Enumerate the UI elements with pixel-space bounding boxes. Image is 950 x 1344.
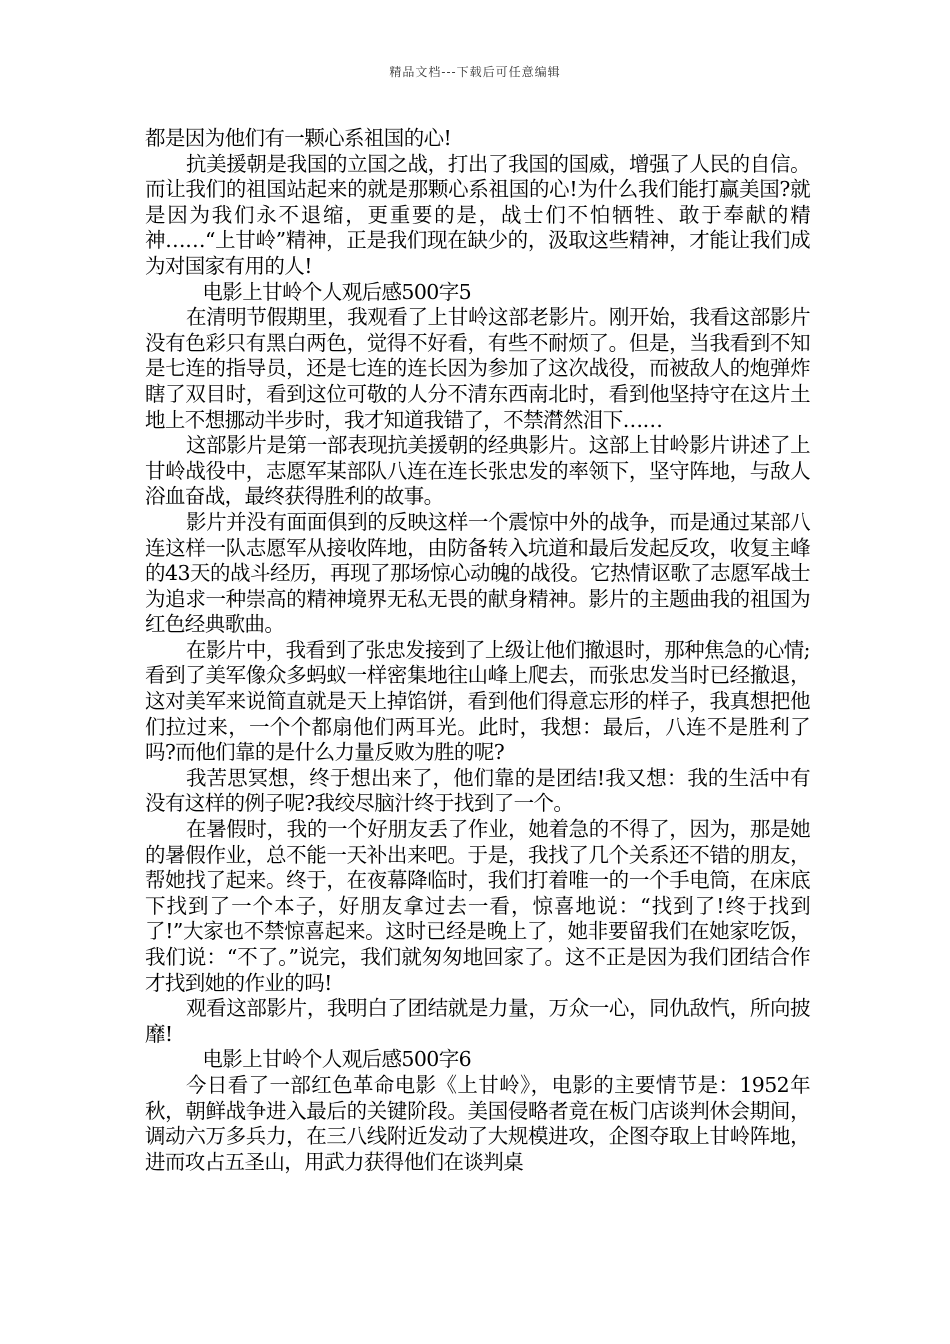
paragraph: 抗美援朝是我国的立国之战，打出了我国的国威，增强了人民的自信。而让我们的祖国站起来的就是那颗心系祖国的心!为什么我们能打赢美国?就是因为我们永不退缩，更重要的是，战士们不怕牺牲、敢于奉献的精神……“上甘岭”精神，正是我们现在缺少的，汲取这些精神，才能让我们成为对国家有用的人! bbox=[145, 151, 810, 278]
paragraph: 在暑假时，我的一个好朋友丢了作业，她着急的不得了，因为，那是她的暑假作业，总不能一天补出来吧。于是，我找了几个关系还不错的朋友，帮她找了起来。终于，在夜幕降临时，我们打着唯一的一个手电筒，在床底下找到了一个本子，好朋友拿过去一看，惊喜地说：“找到了!终于找到了!”大家也不禁惊喜起来。这时已经是晚上了，她非要留我们在她家吃饭，我们说：“不了。”说完，我们就匆匆地回家了。这不正是因为我们团结合作才找到她的作业的吗! bbox=[145, 817, 810, 995]
paragraph: 在影片中，我看到了张忠发接到了上级让他们撤退时，那种焦急的心情;看到了美军像众多蚂蚁一样密集地往山峰上爬去，而张忠发当时已经撤退，这对美军来说简直就是天上掉馅饼，看到他们得意忘形的样子，我真想把他们拉过来，一个个都扇他们两耳光。此时，我想：最后，八连不是胜利了吗?而他们靠的是什么力量反败为胜的呢? bbox=[145, 637, 810, 765]
section-title: 电影上甘岭个人观后感500字6 bbox=[202, 1047, 472, 1072]
paragraph: 都是因为他们有一颗心系祖国的心! bbox=[145, 126, 452, 150]
paragraph: 今日看了一部红色革命电影《上甘岭》，电影的主要情节是：1952年秋，朝鲜战争进入最后的关键阶段。美国侵略者竟在板门店谈判休会期间，调动六万多兵力，在三八线附近发动了大规模进攻，企图夺取上甘岭阵地，进而攻占五圣山，用武力获得他们在谈判桌 bbox=[145, 1072, 810, 1174]
paragraph: 观看这部影片，我明白了团结就是力量，万众一心，同仇敌忾，所向披靡! bbox=[145, 996, 810, 1046]
paragraph: 我苦思冥想，终于想出来了，他们靠的是团结!我又想：我的生活中有没有这样的例子呢?我绞尽脑汁终于找到了一个。 bbox=[145, 765, 810, 816]
section-title: 电影上甘岭个人观后感500字5 bbox=[202, 279, 472, 304]
paragraph: 这部影片是第一部表现抗美援朝的经典影片。这部上甘岭影片讲述了上甘岭战役中，志愿军某部队八连在连长张忠发的率领下，坚守阵地，与敌人浴血奋战，最终获得胜利的故事。 bbox=[145, 433, 810, 509]
page-header: 精品文档---下载后可任意编辑 bbox=[389, 65, 561, 79]
document-body bbox=[145, 126, 810, 1175]
paragraph: 影片并没有面面俱到的反映这样一个震惊中外的战争，而是通过某部八连这样一队志愿军从接收阵地，由防备转入坑道和最后发起反攻，收复主峰的43天的战斗经历，再现了那场惊心动魄的战役。它热情讴歌了志愿军战士为追求一种崇高的精神境界无私无畏的献身精神。影片的主题曲我的祖国为红色经典歌曲。 bbox=[145, 509, 810, 637]
paragraph: 在清明节假期里，我观看了上甘岭这部老影片。刚开始，我看这部影片没有色彩只有黑白两色，觉得不好看，有些不耐烦了。但是，当我看到不知是七连的指导员，还是七连的连长因为参加了这次战役，而被敌人的炮弹炸瞎了双目时，看到这位可敬的人分不清东西南北时，看到他坚持守在这片土地上不想挪动半步时，我才知道我错了，不禁潸然泪下…… bbox=[145, 305, 810, 432]
